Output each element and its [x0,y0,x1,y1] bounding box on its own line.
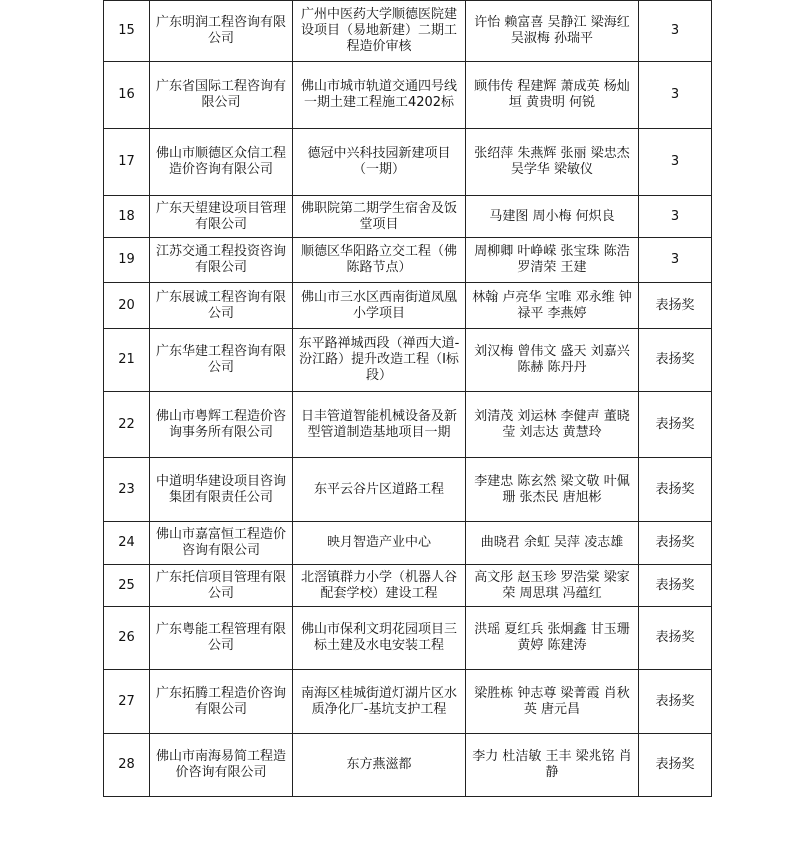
project-name: 东平云谷片区道路工程 [293,458,466,522]
project-name: 北滘镇群力小学（机器人谷配套学校）建设工程 [293,565,466,607]
table-row [104,565,712,607]
unit-name: 江苏交通工程投资咨询有限公司 [150,238,293,283]
table-row [104,283,712,329]
award-level: 表扬奖 [639,283,712,329]
staff-names: 许怡 赖富喜 吴静江 梁海红 吴淑梅 孙瑞平 [466,1,639,62]
staff-names: 刘汉梅 曾伟文 盛天 刘嘉兴 陈赫 陈丹丹 [466,329,639,392]
row-number: 23 [104,458,150,522]
table-row [104,607,712,670]
table-row [104,670,712,734]
unit-name: 广东拓腾工程造价咨询有限公司 [150,670,293,734]
table-row [104,62,712,129]
row-number: 21 [104,329,150,392]
row-number: 22 [104,392,150,458]
row-number: 26 [104,607,150,670]
unit-name: 广东省国际工程咨询有限公司 [150,62,293,129]
project-name: 日丰管道智能机械设备及新型管道制造基地项目一期 [293,392,466,458]
table-row [104,734,712,797]
unit-name: 广东展诚工程咨询有限公司 [150,283,293,329]
award-level: 表扬奖 [639,522,712,565]
unit-name: 佛山市顺德区众信工程造价咨询有限公司 [150,129,293,196]
row-number: 15 [104,1,150,62]
staff-names: 李建忠 陈玄然 梁文敬 叶佩珊 张杰民 唐旭彬 [466,458,639,522]
award-level: 3 [639,129,712,196]
award-level: 表扬奖 [639,392,712,458]
table-row [104,196,712,238]
staff-names: 曲晓君 余虹 吴萍 凌志雄 [466,522,639,565]
staff-names: 李力 杜洁敏 王丰 梁兆铭 肖静 [466,734,639,797]
award-level: 表扬奖 [639,458,712,522]
row-number: 20 [104,283,150,329]
award-level: 表扬奖 [639,670,712,734]
table-row [104,238,712,283]
staff-names: 马建图 周小梅 何炽良 [466,196,639,238]
staff-names: 高文彤 赵玉珍 罗浩棠 梁家荣 周思琪 冯蕴红 [466,565,639,607]
staff-names: 周柳卿 叶峥嵘 张宝珠 陈浩 罗清荣 王建 [466,238,639,283]
row-number: 25 [104,565,150,607]
award-level: 表扬奖 [639,329,712,392]
project-name: 南海区桂城街道灯湖片区水质净化厂-基坑支护工程 [293,670,466,734]
staff-names: 顾伟传 程建辉 萧成英 杨灿垣 黄贵明 何锐 [466,62,639,129]
unit-name: 佛山市南海易简工程造价咨询有限公司 [150,734,293,797]
unit-name: 广东华建工程咨询有限公司 [150,329,293,392]
award-level: 3 [639,196,712,238]
table-row [104,129,712,196]
unit-name: 佛山市嘉富恒工程造价咨询有限公司 [150,522,293,565]
table-row [104,329,712,392]
row-number: 19 [104,238,150,283]
project-name: 佛山市城市轨道交通四号线一期土建工程施工4202标 [293,62,466,129]
project-name: 顺德区华阳路立交工程（佛陈路节点） [293,238,466,283]
award-level: 3 [639,238,712,283]
row-number: 24 [104,522,150,565]
unit-name: 广东托信项目管理有限公司 [150,565,293,607]
row-number: 16 [104,62,150,129]
award-level: 表扬奖 [639,734,712,797]
staff-names: 梁胜栋 钟志尊 梁菁霞 肖秋英 唐元昌 [466,670,639,734]
table-row [104,458,712,522]
unit-name: 广东天望建设项目管理有限公司 [150,196,293,238]
row-number: 27 [104,670,150,734]
staff-names: 林翰 卢亮华 宝唯 邓永维 钟禄平 李燕婷 [466,283,639,329]
project-name: 德冠中兴科技园新建项目（一期） [293,129,466,196]
staff-names: 刘清茂 刘运林 李健声 董晓莹 刘志达 黄慧玲 [466,392,639,458]
project-name: 广州中医药大学顺德医院建设项目（易地新建）二期工程造价审核 [293,1,466,62]
project-name: 映月智造产业中心 [293,522,466,565]
table-row [104,392,712,458]
project-name: 佛山市保利文玥花园项目三标土建及水电安装工程 [293,607,466,670]
project-name: 佛职院第二期学生宿舍及饭堂项目 [293,196,466,238]
project-name: 东方燕滋都 [293,734,466,797]
award-level: 3 [639,1,712,62]
row-number: 28 [104,734,150,797]
project-name: 佛山市三水区西南街道凤凰小学项目 [293,283,466,329]
unit-name: 佛山市粤辉工程造价咨询事务所有限公司 [150,392,293,458]
unit-name: 广东粤能工程管理有限公司 [150,607,293,670]
staff-names: 洪瑶 夏红兵 张炯鑫 甘玉珊 黄婷 陈建涛 [466,607,639,670]
unit-name: 中道明华建设项目咨询集团有限责任公司 [150,458,293,522]
row-number: 17 [104,129,150,196]
table-row [104,522,712,565]
award-level: 表扬奖 [639,607,712,670]
awards-table [103,0,712,797]
staff-names: 张绍萍 朱燕辉 张丽 梁忠杰 吴学华 梁敏仪 [466,129,639,196]
row-number: 18 [104,196,150,238]
award-level: 表扬奖 [639,565,712,607]
award-level: 3 [639,62,712,129]
table-row [104,1,712,62]
unit-name: 广东明润工程咨询有限公司 [150,1,293,62]
project-name: 东平路禅城西段（禅西大道-汾江路）提升改造工程（I标段） [293,329,466,392]
